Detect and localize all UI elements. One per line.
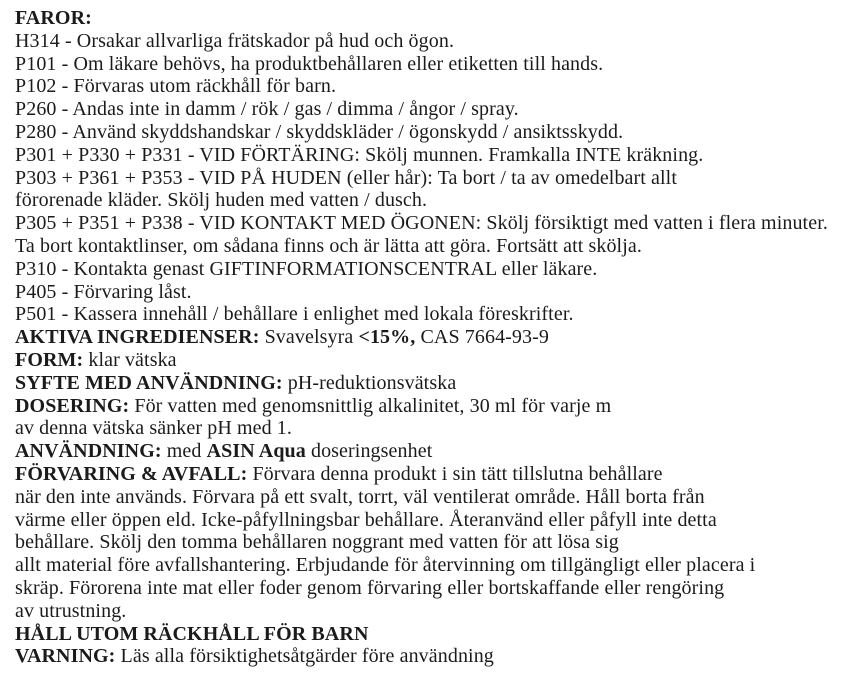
text-segment: Läs alla försiktighetsåtgärder före användning (115, 645, 494, 668)
document-text-lines (15, 7, 851, 668)
text-segment: med (161, 440, 207, 463)
text-line (15, 30, 851, 53)
text-segment-bold: <15%, (358, 326, 416, 349)
text-line (15, 303, 851, 326)
text-line (15, 144, 851, 167)
text-segment: när den inte används. Förvara på ett svalt, torrt, väl ventilerat område. Håll borta från (15, 485, 705, 508)
text-line (15, 212, 851, 235)
text-line (15, 440, 851, 463)
text-segment: P305 + P351 + P338 - VID KONTAKT MED ÖGONEN: Skölj försiktigt med vatten i flera minuter. (15, 212, 828, 235)
text-line (15, 645, 851, 668)
text-segment-bold: ASIN Aqua (206, 440, 306, 463)
text-line (15, 281, 851, 304)
text-segment: pH-reduktionsvätska (282, 371, 457, 394)
text-line (15, 349, 851, 372)
text-segment: P301 + P330 + P331 - VID FÖRTÄRING: Skölj munnen. Framkalla INTE kräkning. (15, 143, 704, 166)
text-line (15, 189, 851, 212)
text-segment: doseringsenhet (305, 440, 433, 463)
text-line (15, 463, 851, 486)
text-segment: allt material före avfallshantering. Erbjudande för återvinning om tillgängligt eller placera i (15, 554, 756, 577)
text-segment-bold: SYFTE MED ANVÄNDNING: (15, 371, 283, 394)
text-segment: av denna vätska sänker pH med 1. (15, 417, 292, 440)
text-line (15, 7, 851, 30)
text-line (15, 98, 851, 121)
text-segment: Förvara denna produkt i sin tätt tillslutna behållare (247, 462, 663, 485)
text-segment: P102 - Förvaras utom räckhåll för barn. (15, 75, 337, 98)
text-line (15, 486, 851, 509)
text-segment-bold: FORM: (15, 348, 84, 371)
text-line (15, 577, 851, 600)
text-line (15, 235, 851, 258)
text-line (15, 121, 851, 144)
text-segment-bold: FAROR: (15, 7, 92, 29)
text-segment: skräp. Förorena inte mat eller foder genom förvaring eller bortskaffande eller rengöring (15, 576, 725, 599)
text-segment: P501 - Kassera innehåll / behållare i enlighet med lokala föreskrifter. (15, 303, 574, 326)
text-segment: P405 - Förvaring låst. (15, 280, 192, 303)
text-segment: P310 - Kontakta genast GIFTINFORMATIONSCENTRAL eller läkare. (15, 257, 598, 280)
text-segment-bold: AKTIVA INGREDIENSER: (15, 326, 260, 349)
text-segment: Svavelsyra (259, 326, 359, 349)
text-segment: P260 - Andas inte in damm / rök / gas / dimma / ångor / spray. (15, 98, 519, 121)
text-line (15, 509, 851, 532)
text-line (15, 417, 851, 440)
text-segment: P101 - Om läkare behövs, ha produktbehållaren eller etiketten till hands. (15, 52, 604, 75)
text-line (15, 395, 851, 418)
text-line (15, 600, 851, 623)
text-line (15, 53, 851, 76)
text-segment-bold: FÖRVARING & AVFALL: (15, 462, 248, 485)
text-line (15, 623, 851, 646)
text-line (15, 372, 851, 395)
text-segment: förorenade kläder. Skölj huden med vatten / dusch. (15, 189, 428, 212)
text-segment-bold: HÅLL UTOM RÄCKHÅLL FÖR BARN (15, 622, 369, 645)
text-segment: klar vätska (83, 348, 177, 371)
text-segment-bold: VARNING: (15, 645, 116, 668)
text-segment: Ta bort kontaktlinser, om sådana finns och är lätta att göra. Fortsätt att skölja. (15, 234, 642, 257)
text-segment-bold: ANVÄNDNING: (15, 440, 162, 463)
text-line (15, 531, 851, 554)
text-segment: värme eller öppen eld. Icke-påfyllningsbar behållare. Återanvänd eller påfyll inte detta (15, 508, 717, 531)
text-segment: CAS 7664-93-9 (415, 326, 549, 349)
text-segment: P280 - Använd skyddshandskar / skyddskläder / ögonskydd / ansiktsskydd. (15, 120, 624, 143)
text-segment: För vatten med genomsnittlig alkalinitet, 30 ml för varje m (129, 394, 612, 417)
text-line (15, 258, 851, 281)
text-segment: av utrustning. (15, 599, 127, 622)
text-line (15, 75, 851, 98)
text-line (15, 167, 851, 190)
text-line (15, 326, 851, 349)
text-segment: H314 - Orsakar allvarliga frätskador på hud och ögon. (15, 29, 455, 52)
text-line (15, 554, 851, 577)
text-segment: P303 + P361 + P353 - VID PÅ HUDEN (eller hår): Ta bort / ta av omedelbart allt (15, 166, 677, 189)
text-segment: behållare. Skölj den tomma behållaren noggrant med vatten för att lösa sig (15, 531, 619, 554)
text-segment-bold: DOSERING: (15, 394, 130, 417)
